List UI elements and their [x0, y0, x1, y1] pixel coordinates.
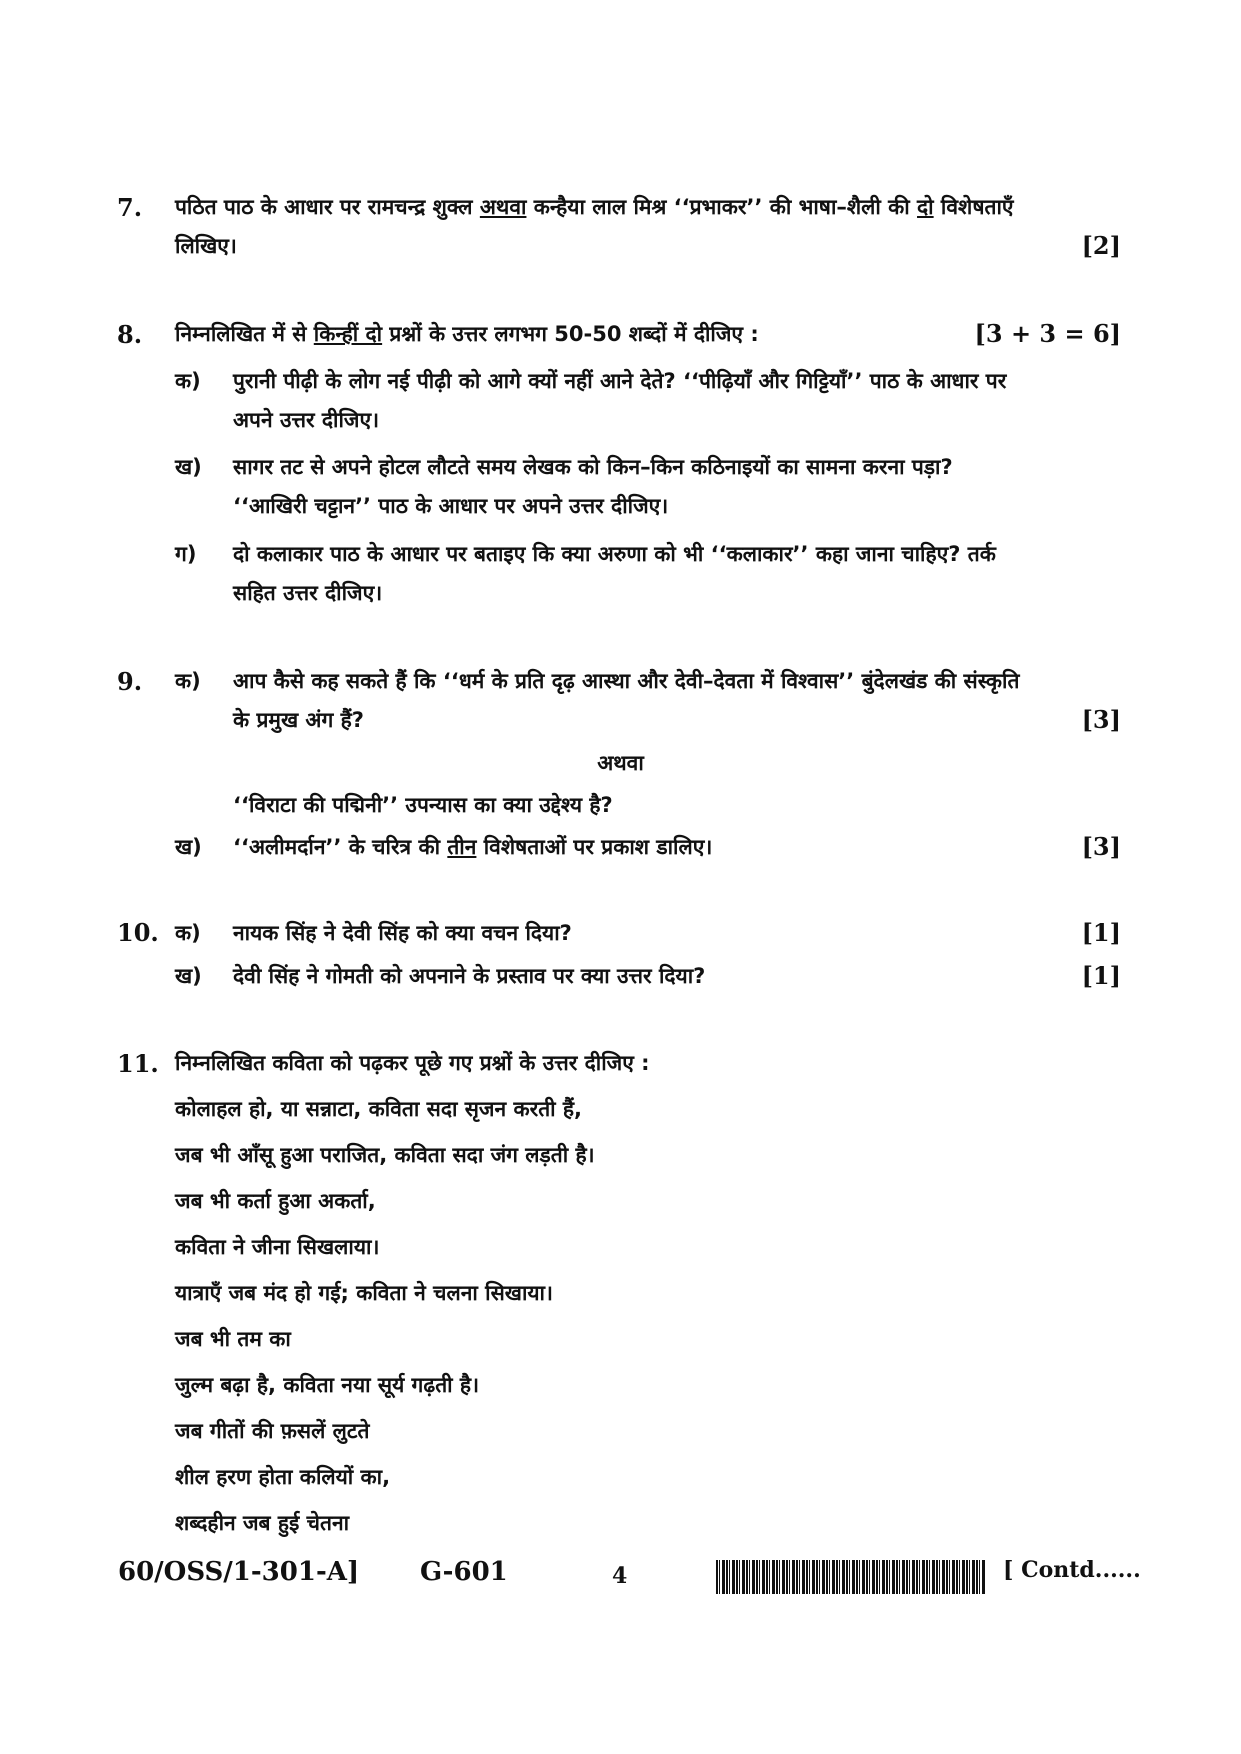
q9-a-marks: [3]: [1081, 705, 1121, 734]
q8-c-label: ग): [175, 542, 197, 566]
q8-intro-b: प्रश्नों के उत्तर लगभग 50-50 शब्दों में दीजिए :: [382, 322, 759, 346]
q9-b-text-a: ‘‘अलीमर्दान’’ के चरित्र की: [233, 835, 448, 859]
footer-code: 60/OSS/1-301-A]: [118, 1557, 360, 1587]
q9-number: 9.: [117, 667, 143, 696]
poem-line-2: जब भी आँसू हुआ पराजित, कविता सदा जंग लड़ती है।: [175, 1143, 595, 1167]
q10-a-marks: [1]: [1081, 918, 1121, 947]
q8-intro: [175, 319, 759, 349]
q8-marks: [3 + 3 = 6]: [974, 319, 1121, 348]
q9-or: अथवा: [597, 751, 644, 775]
footer-paper: G-601: [420, 1557, 508, 1587]
q8-number: 8.: [117, 320, 143, 349]
q10-b-label: ख): [175, 964, 202, 988]
q9-a-label: क): [175, 669, 201, 693]
q9-alternative: ‘‘विराटा की पद्मिनी’’ उपन्यास का क्या उद्देश्य है?: [233, 793, 613, 817]
q10-b-text: देवी सिंह ने गोमती को अपनाने के प्रस्ताव पर क्या उत्तर दिया?: [233, 964, 706, 988]
q8-c-line-2: सहित उत्तर दीजिए।: [233, 581, 383, 605]
q7-number: 7.: [117, 193, 143, 222]
q11-number: 11.: [117, 1049, 159, 1078]
poem-line-7: जुल्म बढ़ा है, कविता नया सूर्य गढ़ती है।: [175, 1373, 480, 1397]
q7-marks: [2]: [1081, 231, 1121, 260]
poem-line-8: जब गीतों की फ़सलें लुटते: [175, 1419, 370, 1443]
q10-number: 10.: [117, 918, 159, 947]
q8-a-label: क): [175, 369, 201, 393]
q7-line-2: लिखिए।: [175, 234, 237, 258]
q7-underlined-do: दो: [917, 195, 934, 219]
q7-underlined-athva: अथवा: [479, 195, 527, 219]
q9-a-line-1: आप कैसे कह सकते हैं कि ‘‘धर्म के प्रति दृढ़ आस्था और देवी–देवता में विश्वास’’ बुंदेलखंड की संस्कृति: [233, 669, 1020, 693]
q9-b-text: [233, 832, 712, 862]
poem-line-9: शील हरण होता कलियों का,: [175, 1465, 391, 1489]
q10-b-marks: [1]: [1081, 961, 1121, 990]
footer-contd: [ Contd......: [1003, 1557, 1141, 1583]
q9-a-line-2: के प्रमुख अंग हैं?: [233, 708, 364, 732]
q8-intro-underlined: किन्हीं दो: [313, 322, 383, 346]
q7-text-c: विशेषताएँ: [933, 195, 1014, 219]
q10-a-label: क): [175, 921, 201, 945]
poem-line-4: कविता ने जीना सिखलाया।: [175, 1235, 380, 1259]
q8-b-line-2: ‘‘आखिरी चट्टान’’ पाठ के आधार पर अपने उत्तर दीजिए।: [233, 494, 669, 518]
poem-line-5: यात्राएँ जब मंद हो गई; कविता ने चलना सिखाया।: [175, 1281, 553, 1305]
q10-a-text: नायक सिंह ने देवी सिंह को क्या वचन दिया?: [233, 921, 572, 945]
q9-b-label: ख): [175, 835, 202, 859]
q7-text-b: कन्हैया लाल मिश्र ‘‘प्रभाकर’’ की भाषा–शैली की: [526, 195, 918, 219]
q7-line-1: [175, 192, 1014, 222]
footer-page-number: 4: [612, 1563, 628, 1589]
q8-a-line-1: पुरानी पीढ़ी के लोग नई पीढ़ी को आगे क्यों नहीं आने देते? ‘‘पीढ़ियाँ और गिट्टियाँ’’ पाठ के आधार पर: [233, 369, 1007, 393]
poem-line-10: शब्दहीन जब हुई चेतना: [175, 1511, 350, 1535]
poem-line-1: कोलाहल हो, या सन्नाटा, कविता सदा सृजन करती हैं,: [175, 1097, 583, 1121]
q9-b-text-b: विशेषताओं पर प्रकाश डालिए।: [476, 835, 713, 859]
q11-intro: निम्नलिखित कविता को पढ़कर पूछे गए प्रश्नों के उत्तर दीजिए :: [175, 1051, 650, 1075]
q8-b-label: ख): [175, 455, 202, 479]
q9-b-marks: [3]: [1081, 832, 1121, 861]
q8-b-line-1: सागर तट से अपने होटल लौटते समय लेखक को किन–किन कठिनाइयों का सामना करना पड़ा?: [233, 455, 953, 479]
q9-b-underlined: तीन: [447, 835, 477, 859]
q8-a-line-2: अपने उत्तर दीजिए।: [233, 408, 380, 432]
poem-line-6: जब भी तम का: [175, 1327, 291, 1351]
q8-c-line-1: दो कलाकार पाठ के आधार पर बताइए कि क्या अरुणा को भी ‘‘कलाकार’’ कहा जाना चाहिए? तर्क: [233, 542, 996, 566]
q8-intro-a: निम्नलिखित में से: [175, 322, 314, 346]
poem-line-3: जब भी कर्ता हुआ अकर्ता,: [175, 1189, 376, 1213]
barcode-icon: [716, 1560, 986, 1594]
q7-text-a: पठित पाठ के आधार पर रामचन्द्र शुक्ल: [175, 195, 480, 219]
